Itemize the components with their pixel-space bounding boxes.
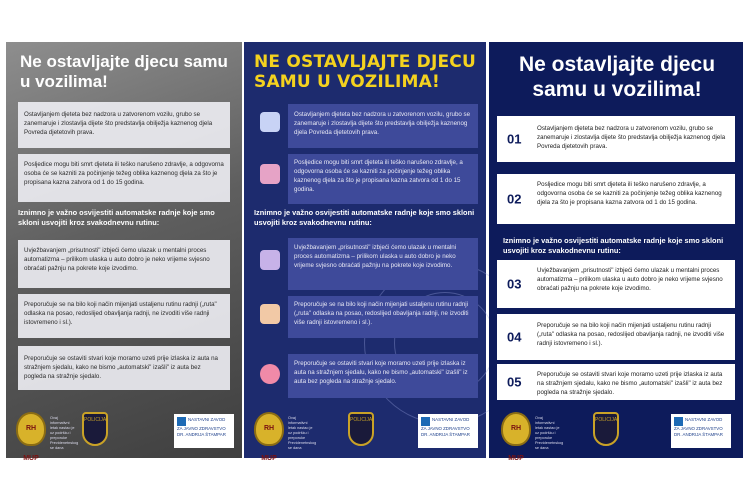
numbered-block-1: 01 Ostavljanjem djeteta bez nadzora u zatvorenom vozilu, grubo se zanemaruje i zlostavlja dijete što predstavlja obilježja kaznenog djela Povreda djetetovih prava.	[497, 116, 735, 162]
driver-face-icon	[260, 304, 280, 324]
footer-note: Ovaj informativni letak nastao je uz podršku i preporuke Previdenetnskog se dana	[288, 416, 317, 450]
step-number: 01	[507, 131, 522, 147]
calendar-icon	[260, 164, 280, 184]
heart-icon	[260, 364, 280, 384]
text-block-4: Preporučuje se na bilo koji način mijenjati ustaljenu rutinu radnji („ruta" odlaska na posao, redoslijed obavljanja radnji, ne izvoditi više radnji istovremeno i sl.).	[18, 294, 230, 338]
mup-coat-of-arms-logo: RH MUP	[254, 412, 284, 446]
police-badge-logo: POLICIJA	[348, 412, 374, 446]
institute-mark-icon	[421, 417, 430, 426]
numbered-block-5: 05 Preporučuje se ostaviti stvari koje moramo uzeti prije izlaska iz auta na stražnjem sjedalu, kako ne bismo „automatski" izašli" iz auta bez pogleda na stražnje sjedalo.	[497, 364, 735, 400]
step-number: 03	[507, 276, 522, 292]
brain-icon	[260, 250, 280, 270]
public-health-institute-logo: NASTAVNI ZAVOD ZA JAVNO ZDRAVSTVO DR. ANDRIJA ŠTAMPAR	[174, 414, 234, 448]
police-badge-logo: POLICIJA	[82, 412, 108, 446]
text-block-4: Preporučuje se na bilo koji način mijenjati ustaljenu rutinu radnji („ruta" odlaska na posao, redoslijed obavljanja radnji, ne izvoditi više radnji istovremeno i sl.).	[288, 296, 478, 338]
text-block-5: Preporučuje se ostaviti stvari koje moramo uzeti prije izlaska iz auta na stražnjem sjedalu, kako ne bismo „automatski" izašli" iz auta bez pogleda na stražnje sjedalo.	[18, 346, 230, 390]
text-block-5: Preporučuje se ostaviti stvari koje moramo uzeti prije izlaska iz auta na stražnjem sjedalu, kako ne bismo „automatski" izašli" iz auta bez pogleda na stražnje sjedalo.	[288, 354, 478, 398]
public-health-institute-logo: NASTAVNI ZAVOD ZA JAVNO ZDRAVSTVO DR. ANDRIJA ŠTAMPAR	[671, 414, 731, 448]
infographic-panel-blue	[244, 42, 486, 462]
text-block-1: Ostavljanjem djeteta bez nadzora u zatvorenom vozilu, grubo se zanemaruje i zlostavlja dijete što predstavlja obilježja kaznenog djela Povreda djetetovih prava.	[288, 104, 478, 148]
text-block-2: Posljedice mogu biti smrt djeteta ili teško narušeno zdravlje, a odgovorna osoba će se kazniti za počinjenje težeg oblika kaznenog djela za što je propisana kazna zatvora od 1 do 15 godina.	[18, 154, 230, 202]
routine-intro: Iznimno je važno osvijestiti automatske radnje koje smo skloni usvojiti kroz svakodnevnu rutinu:	[18, 208, 215, 227]
infographic-panel-grey	[6, 42, 242, 462]
step-number: 05	[507, 374, 522, 390]
numbered-block-4: 04 Preporučuje se na bilo koji način mijenjati ustaljenu rutinu radnji („ruta" odlaska na posao, redoslijed obavljanja radnji, ne izvoditi više radnji istovremeno i sl.).	[497, 314, 735, 360]
routine-intro: Iznimno je važno osvijestiti automatske radnje koje smo skloni usvojiti kroz svakodnevnu rutinu:	[503, 236, 724, 255]
text-block-3: Uvježbavanjem „prisutnosti" izbjeći ćemo ulazak u mentalni proces automatizma – prilikom ulaska u auto dobro je neko vrijeme svjesno obraćati pažnju na pokrete koje izvodimo.	[288, 238, 478, 290]
step-number: 02	[507, 191, 522, 207]
panel-footer	[489, 400, 743, 462]
panel-footer	[6, 400, 242, 462]
text-block-3: Uvježbavanjem „prisutnosti" izbjeći ćemo ulazak u mentalni proces automatizma – prilikom ulaska u auto dobro je neko vrijeme svjesno obraćati pažnju na pokrete koje izvodimo.	[18, 240, 230, 288]
panel-title: Ne ostavljajte djecu samu u vozilima!	[518, 53, 716, 101]
infographic-panel-navy	[489, 42, 743, 462]
police-badge-logo: POLICIJA	[593, 412, 619, 446]
footer-note: Ovaj informativni letak nastao je uz podršku i preporuke Previdenetnskog se dana	[535, 416, 564, 450]
institute-mark-icon	[177, 417, 186, 426]
alarm-clock-icon	[260, 112, 280, 132]
footer-note: Ovaj informativni letak nastao je uz podršku i preporuke Previdenetnskog se dana	[50, 416, 79, 450]
panel-title: Ne ostavljajte djecu samu u vozilima!	[20, 52, 228, 91]
mup-coat-of-arms-logo: RH MUP	[16, 412, 46, 446]
panel-title: NE OSTAVLJAJTE DJECU SAMU U VOZILIMA!	[254, 52, 476, 92]
step-number: 04	[507, 329, 522, 345]
institute-mark-icon	[674, 417, 683, 426]
numbered-block-3: 03 Uvježbavanjem „prisutnosti" izbjeći ćemo ulazak u mentalni proces automatizma – prilikom ulaska u auto dobro je neko vrijeme svjesno obraćati pažnju na pokrete koje izvodimo.	[497, 260, 735, 308]
numbered-block-2: 02 Posljedice mogu biti smrt djeteta ili teško narušeno zdravlje, a odgovorna osoba će se kazniti za počinjenje težeg oblika kaznenog djela za što je propisana kazna zatvora od 1 do 15 godina.	[497, 174, 735, 224]
text-block-2: Posljedice mogu biti smrt djeteta ili teško narušeno zdravlje, a odgovorna osoba će se kazniti za počinjenje težeg oblika kaznenog djela za što je propisana kazna zatvora od 1 do 15 godina.	[288, 154, 478, 204]
text-block-1: Ostavljanjem djeteta bez nadzora u zatvorenom vozilu, grubo se zanemaruje i zlostavlja dijete što predstavlja obilježja kaznenog djela Povreda djetetovih prava.	[18, 102, 230, 148]
mup-coat-of-arms-logo: RH MUP	[501, 412, 531, 446]
panel-footer	[244, 400, 486, 462]
public-health-institute-logo: NASTAVNI ZAVOD ZA JAVNO ZDRAVSTVO DR. ANDRIJA ŠTAMPAR	[418, 414, 478, 448]
routine-intro: Iznimno je važno osvijestiti automatske radnje koje smo skloni usvojiti kroz svakodnevnu rutinu:	[254, 208, 475, 227]
